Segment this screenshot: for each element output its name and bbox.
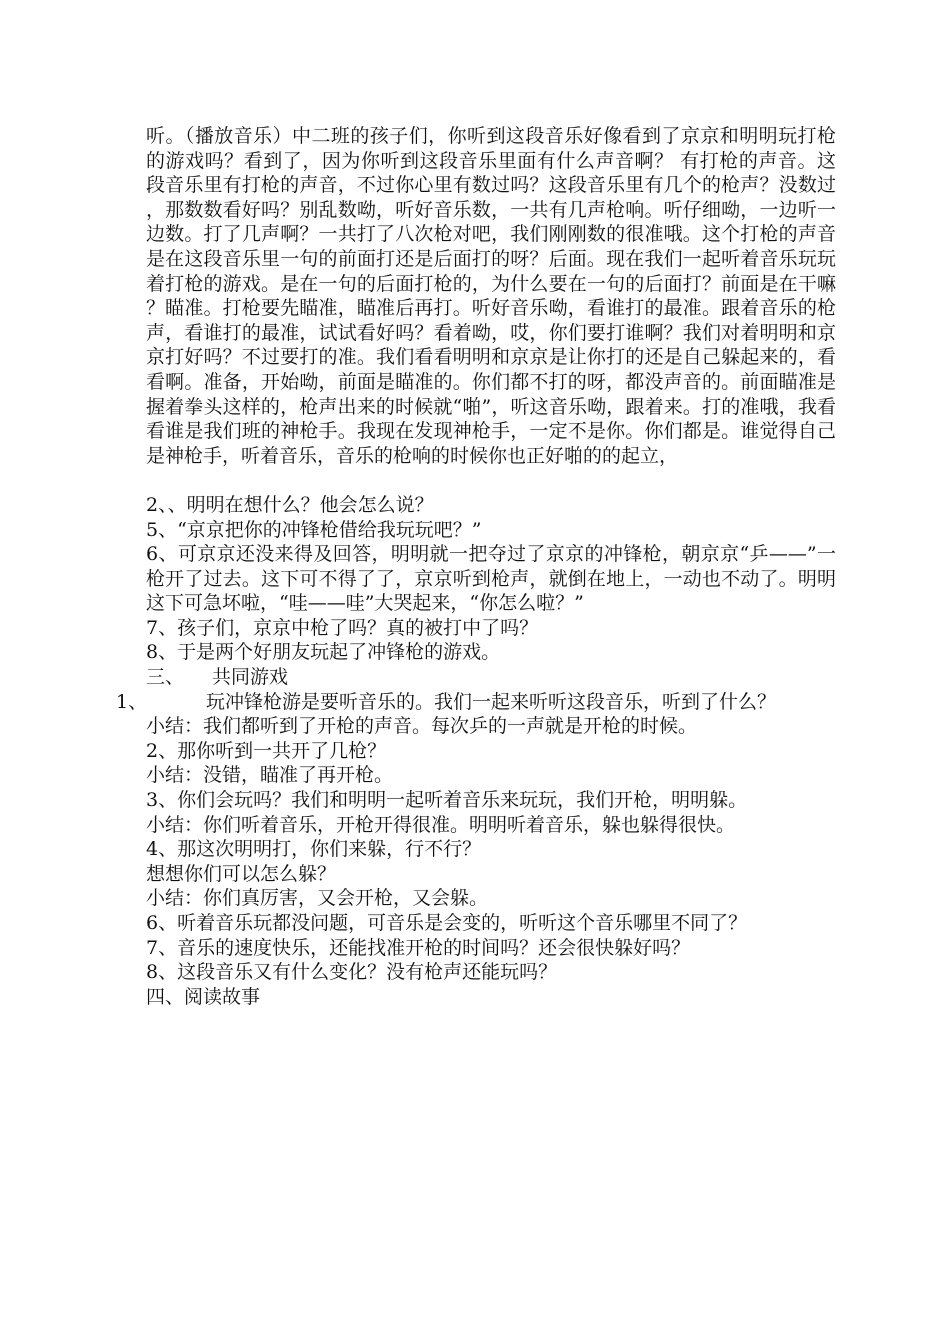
blank-line — [146, 468, 836, 493]
list-item: 5、“京京把你的冲锋枪借给我玩玩吧？” — [146, 518, 482, 541]
list-item: 6、可京京还没来得及回答，明明就一把夺过了京京的冲锋枪，朝京京“乒——”一枪开了过去。这下可不得了了，京京听到枪声，就倒在地上，一动也不动了。明明这下可急坏啦，“哇——哇”大哭起来，“你怎么啦？” — [146, 543, 836, 615]
list-item: 7、孩子们，京京中枪了吗？真的被打中了吗？ — [146, 616, 539, 639]
section-title: 共同游戏 — [212, 666, 289, 689]
list-item: 小结：我们都听到了开枪的声音。每次乒的一声就是开枪的时候。 — [146, 715, 698, 738]
list-item: 4、那这次明明打，你们来躲，行不行？ — [146, 838, 482, 861]
list-item: 想想你们可以怎么躲？ — [146, 862, 337, 885]
list-item — [116, 690, 836, 715]
section-heading: 四、阅读故事 — [146, 985, 261, 1008]
list-item: 2、、明明在想什么？他会怎么说？ — [146, 493, 434, 516]
list-item: 2、那你听到一共开了几枪？ — [146, 739, 387, 762]
list-item: 7、音乐的速度快乐，还能找准开枪的时间吗？还会很快躲好吗？ — [146, 936, 691, 959]
document-page — [116, 124, 836, 1009]
section-number: 三、 — [146, 666, 185, 689]
list-item: 3、你们会玩吗？我们和明明一起听着音乐来玩玩，我们开枪，明明躲。 — [146, 789, 748, 812]
section-heading — [146, 665, 836, 690]
list-item: 小结：没错，瞄准了再开枪。 — [146, 764, 394, 787]
list-item: 小结：你们听着音乐，开枪开得很准。明明听着音乐，躲也躲得很快。 — [146, 813, 736, 836]
intro-paragraph: 听。（播放音乐）中二班的孩子们，你听到这段音乐好像看到了京京和明明玩打枪的游戏吗？看到了，因为你听到这段音乐里面有什么声音啊？ 有打枪的声音。这段音乐里有打枪的声音，不过你心里有数过吗？这段音乐里有几个的枪声？没数过，那数数看好吗？别乱数呦，听好音乐数，一共有几声枪响。听仔细呦，一边听一边数。打了几声啊？一共打了八次枪对吧，我们刚刚数的很准哦。这个打枪的声音是在这段音乐里一句的前面打还是后面打的呀？后面。现在我们一起听着音乐玩玩着打枪的游戏。是在一句的后面打枪的，为什么要在一句的后面打？前面是在干嘛？瞄准。打枪要先瞄准，瞄准后再打。听好音乐呦，看谁打的最准。跟着音乐的枪声，看谁打的最准，试试看好吗？看着呦，哎，你们要打谁啊？我们对着明明和京京打好吗？不过要打的准。我们看看明明和京京是让你打的还是自己躲起来的，看看啊。准备，开始呦，前面是瞄准的。你们都不打的呀，都没声音的。前面瞄准是握着拳头这样的，枪声出来的时候就“啪”，听这音乐呦，跟着来。打的准哦，我看看谁是我们班的神枪手。我现在发现神枪手，一定不是你。你们都是。谁觉得自己是神枪手，听着音乐，音乐的枪响的时候你也正好啪的的起立， — [146, 125, 836, 467]
item-text: 玩冲锋枪游是要听音乐的。我们一起来听听这段音乐，听到了什么？ — [206, 690, 777, 713]
list-item: 8、于是两个好朋友玩起了冲锋枪的游戏。 — [146, 641, 501, 664]
list-item: 小结：你们真厉害，又会开枪，又会躲。 — [146, 887, 489, 910]
list-item: 8、这段音乐又有什么变化？没有枪声还能玩吗？ — [146, 961, 558, 984]
list-item: 6、听着音乐玩都没问题，可音乐是会变的，听听这个音乐哪里不同了？ — [146, 912, 748, 934]
item-number: 1、 — [116, 690, 148, 713]
